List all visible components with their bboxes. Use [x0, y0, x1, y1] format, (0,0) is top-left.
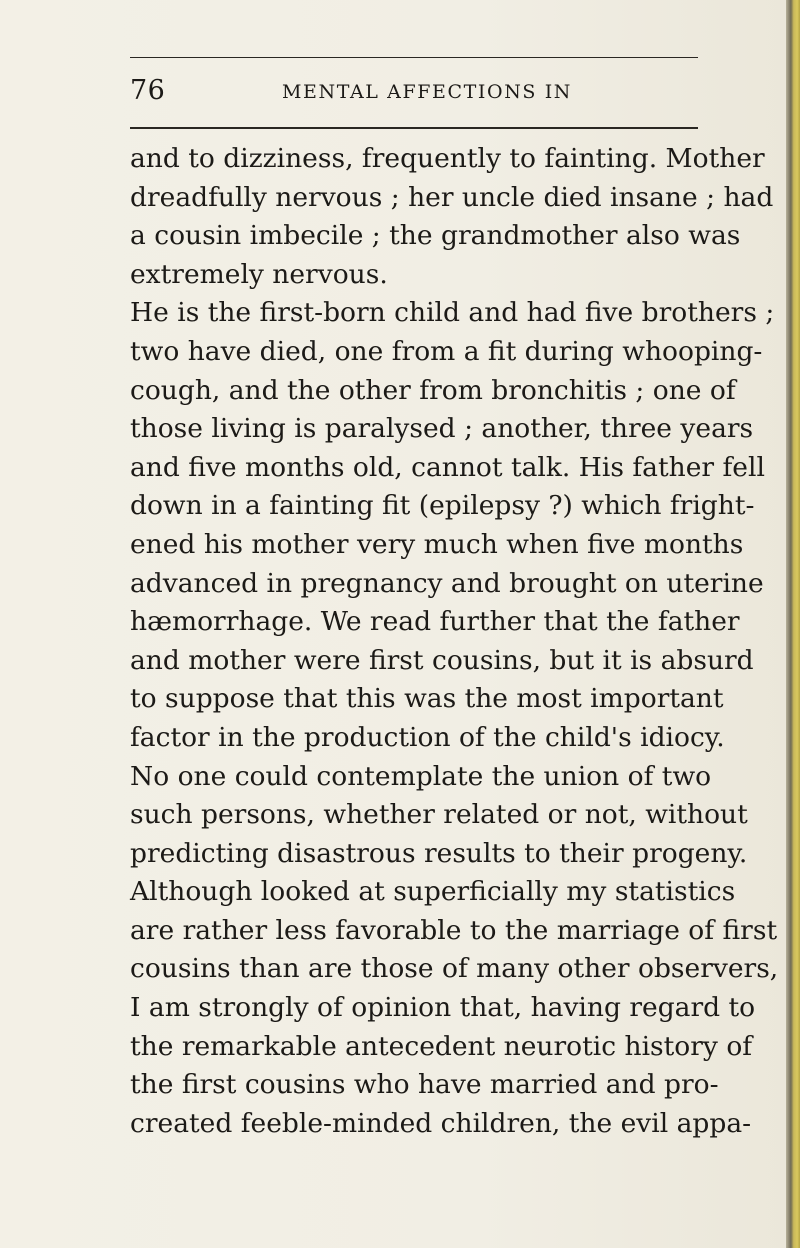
- text-line: hæmorrhage. We read further that the father: [130, 606, 740, 638]
- text-line: advanced in pregnancy and brought on uterine: [130, 567, 764, 599]
- text-line: and five months old, cannot talk. His father fell: [130, 451, 765, 483]
- text-line: and mother were first cousins, but it is absurd: [130, 644, 754, 676]
- body-text: [130, 140, 779, 1143]
- text-line: He is the first-born child and had five brothers ;: [130, 297, 775, 329]
- text-line: No one could contemplate the union of two: [130, 760, 712, 792]
- text-line: predicting disastrous results to their progeny.: [130, 837, 748, 869]
- text-line: the first cousins who have married and pro-: [130, 1069, 719, 1101]
- header-rule-top: [130, 57, 698, 58]
- text-line: down in a fainting fit (epilepsy ?) which fright-: [130, 490, 755, 522]
- text-line: cough, and the other from bronchitis ; one of: [130, 374, 736, 406]
- running-header: [130, 75, 710, 111]
- text-line: Although looked at superficially my statistics: [130, 876, 736, 908]
- page-number: 76: [130, 75, 166, 106]
- text-line: factor in the production of the child's idiocy.: [130, 721, 725, 753]
- text-line: a cousin imbecile ; the grandmother also was: [130, 220, 741, 252]
- text-line: such persons, whether related or not, without: [130, 799, 748, 831]
- text-line: are rather less favorable to the marriage of first: [130, 914, 778, 946]
- text-line: created feeble-minded children, the evil appa-: [130, 1107, 752, 1139]
- text-line: ened his mother very much when five months: [130, 528, 744, 560]
- text-line: two have died, one from a fit during whooping-: [130, 335, 763, 367]
- text-line: to suppose that this was the most important: [130, 683, 724, 715]
- page-edge: [786, 0, 800, 1248]
- header-rule-bottom: [130, 127, 698, 129]
- text-line: I am strongly of opinion that, having regard to: [130, 992, 756, 1024]
- text-line: the remarkable antecedent neurotic history of: [130, 1030, 753, 1062]
- text-line: and to dizziness, frequently to fainting. Mother: [130, 143, 765, 174]
- text-line: dreadfully nervous ; her uncle died insane ; had: [130, 181, 774, 213]
- text-line: cousins than are those of many other observers,: [130, 953, 779, 985]
- running-title: MENTAL AFFECTIONS IN: [282, 81, 573, 103]
- text-line: those living is paralysed ; another, three years: [130, 413, 754, 445]
- text-line: extremely nervous.: [130, 258, 388, 290]
